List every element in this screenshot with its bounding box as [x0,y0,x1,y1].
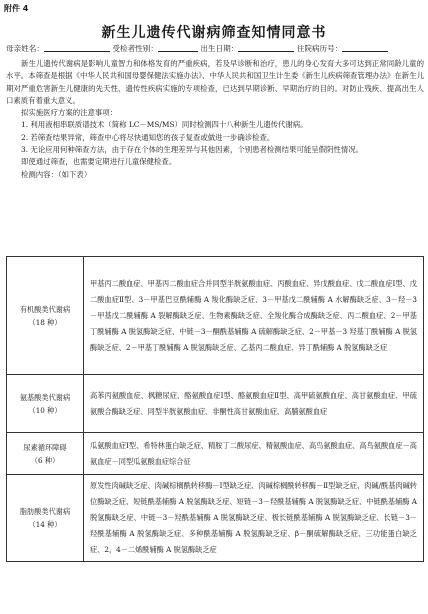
table-row [7,257,424,375]
category-count: （14 种） [28,520,62,529]
category-cell [7,375,84,433]
disease-list-cell: 高苯丙氨酸血症、枫糖尿症、酪氨酸血症Ⅰ型、酪氨酸血症Ⅱ型、高甲硫氨酸血症、高甘氨酸血症、甲硫氨酸合酶缺乏症、同型半胱氨酸血症、非酮性高甘氨酸血症、高脯氨酸血症 [84,375,424,433]
infant-sex-field[interactable] [158,43,198,52]
mother-name-field[interactable] [44,43,110,52]
birth-date-label: 出生日期： [200,44,239,53]
note-item-1: 1. 利用液相串联质谱技术（简称 LC－MS/MS）同时检测四十八种新生儿遗传代谢病。 [21,120,308,130]
disease-list-cell: 原发性肉碱缺乏症、肉碱棕榈酰转移酶－Ⅰ型缺乏症、肉碱棕榈酰转移酶－Ⅱ型缺乏症、肉碱/酰基肉碱转位酶缺乏症、短链酰基辅酶 A 脱氢酶缺乏症、短链－3－羟酰基辅酶 A 脱氢酶缺乏症、中链酰基辅酶 A 脱氢酶缺乏症、中链－3－羟酰基辅酶 A 脱氢酶缺乏症、极长链酰基辅酶 A 脱氢酶缺乏症、长链－3－羟酰基辅酶 A 脱氢酶缺乏症、多种酰基辅酶 A 脱氢酶缺乏症、β－酮硫解酶缺乏症、三功能蛋白缺乏症、2，4－二烯酰辅酶 A 脱氢酶缺乏症 [84,475,424,562]
category-cell [7,257,84,375]
intro-paragraph: 新生儿遗传代谢病是影响儿童智力和体格发育的严重疾病，若及早诊断和治疗，患儿的身心发育大多可达到正常同龄儿童的水平。本筛查是根据《中华人民共和国母婴保健法实施办法》、中华人民共和国卫生计生委《新生儿疾病筛查管理办法》在新生儿期对严重危害新生儿健康的先天性、遗传性疾病实施的专项检查，已达到早期诊断、早期治疗的目的。对防止残疾、提高出生人口素质有着重大意义。 [6,59,424,105]
birth-date-field[interactable] [238,43,294,52]
test-content-heading: 检测内容：（如下表） [21,169,92,179]
category-count: （18 种） [28,317,62,327]
document-title: 新生儿遗传代谢病筛查知情同意书 [101,25,327,41]
table-row [7,375,424,433]
screening-items-table [6,256,424,562]
infant-sex-label: 受检者性别： [112,44,158,53]
mother-name-label: 母亲姓名： [6,44,44,53]
category-name: 有机酸类代谢病 [19,304,71,314]
consent-body [6,58,424,181]
checkup-reminder: 即使通过筛查，也需要定期进行儿童保健检查。 [21,157,177,167]
note-item-2: 2. 若筛查结果异常，筛查中心将尽快通知您的孩子复查或做进一步确诊检查。 [21,132,275,142]
category-cell [7,475,84,562]
ward-bed-label: 住院病历号： [296,44,343,53]
disease-list-cell: 甲基丙二酸血症、甲基丙二酸血症合并同型半胱氨酸血症、丙酸血症、异戊酸血症、戊二酸血症Ⅰ型、戊二酸血症Ⅱ型、3－甲基巴豆酰辅酶 A 羧化酶缺乏症、3－甲基戊二酰辅酶 A 水解酶缺乏症、3－羟－3－甲基戊二酰辅酶 A 裂解酶缺乏症、生物素酶缺乏症、全羧化酶合成酶缺乏症、丙二酸血症、2－甲基丁酰辅酶 A 脱氢酶缺乏症、中链－3－酮酰基辅酶 A 硫解酶缺乏症、2－甲基－3 羟基丁酰辅酶 A 脱氢酶缺乏症、2－甲基丁酰辅酶 A 脱氢酶缺乏症、乙基丙二酸血症、异丁酰辅酶 A 脱氢酶缺乏症 [84,257,424,375]
category-cell [7,433,84,475]
note-item-3: 3. 无论应用何种筛查方法，由于存在个体的生理差异与其他因素，个别患者检测结果可能呈假阴性情况。 [21,145,363,155]
category-name: 尿素循环障碍 [23,442,67,452]
table-row [7,433,424,475]
disease-list-cell: 瓜氨酸血症Ⅰ型、希特林蛋白缺乏症、精胺丁二酸尿症、精氨酸血症、高鸟氨酸血症、高鸟氨酸血症－高氨血症－同型瓜氨酸血症综合征 [84,433,424,475]
patient-info-line [6,43,426,54]
table-row [7,475,424,562]
ward-bed-field[interactable] [342,43,388,52]
notes-heading: 拟实施医疗方案的注意事项： [21,108,118,118]
category-name: 脂肪酸类代谢病 [19,507,71,516]
category-count: （6 种） [30,455,60,465]
category-count: （10 种） [28,405,62,415]
attachment-label: 附件 4 [4,4,29,13]
category-name: 氨基酸类代谢病 [19,392,71,402]
